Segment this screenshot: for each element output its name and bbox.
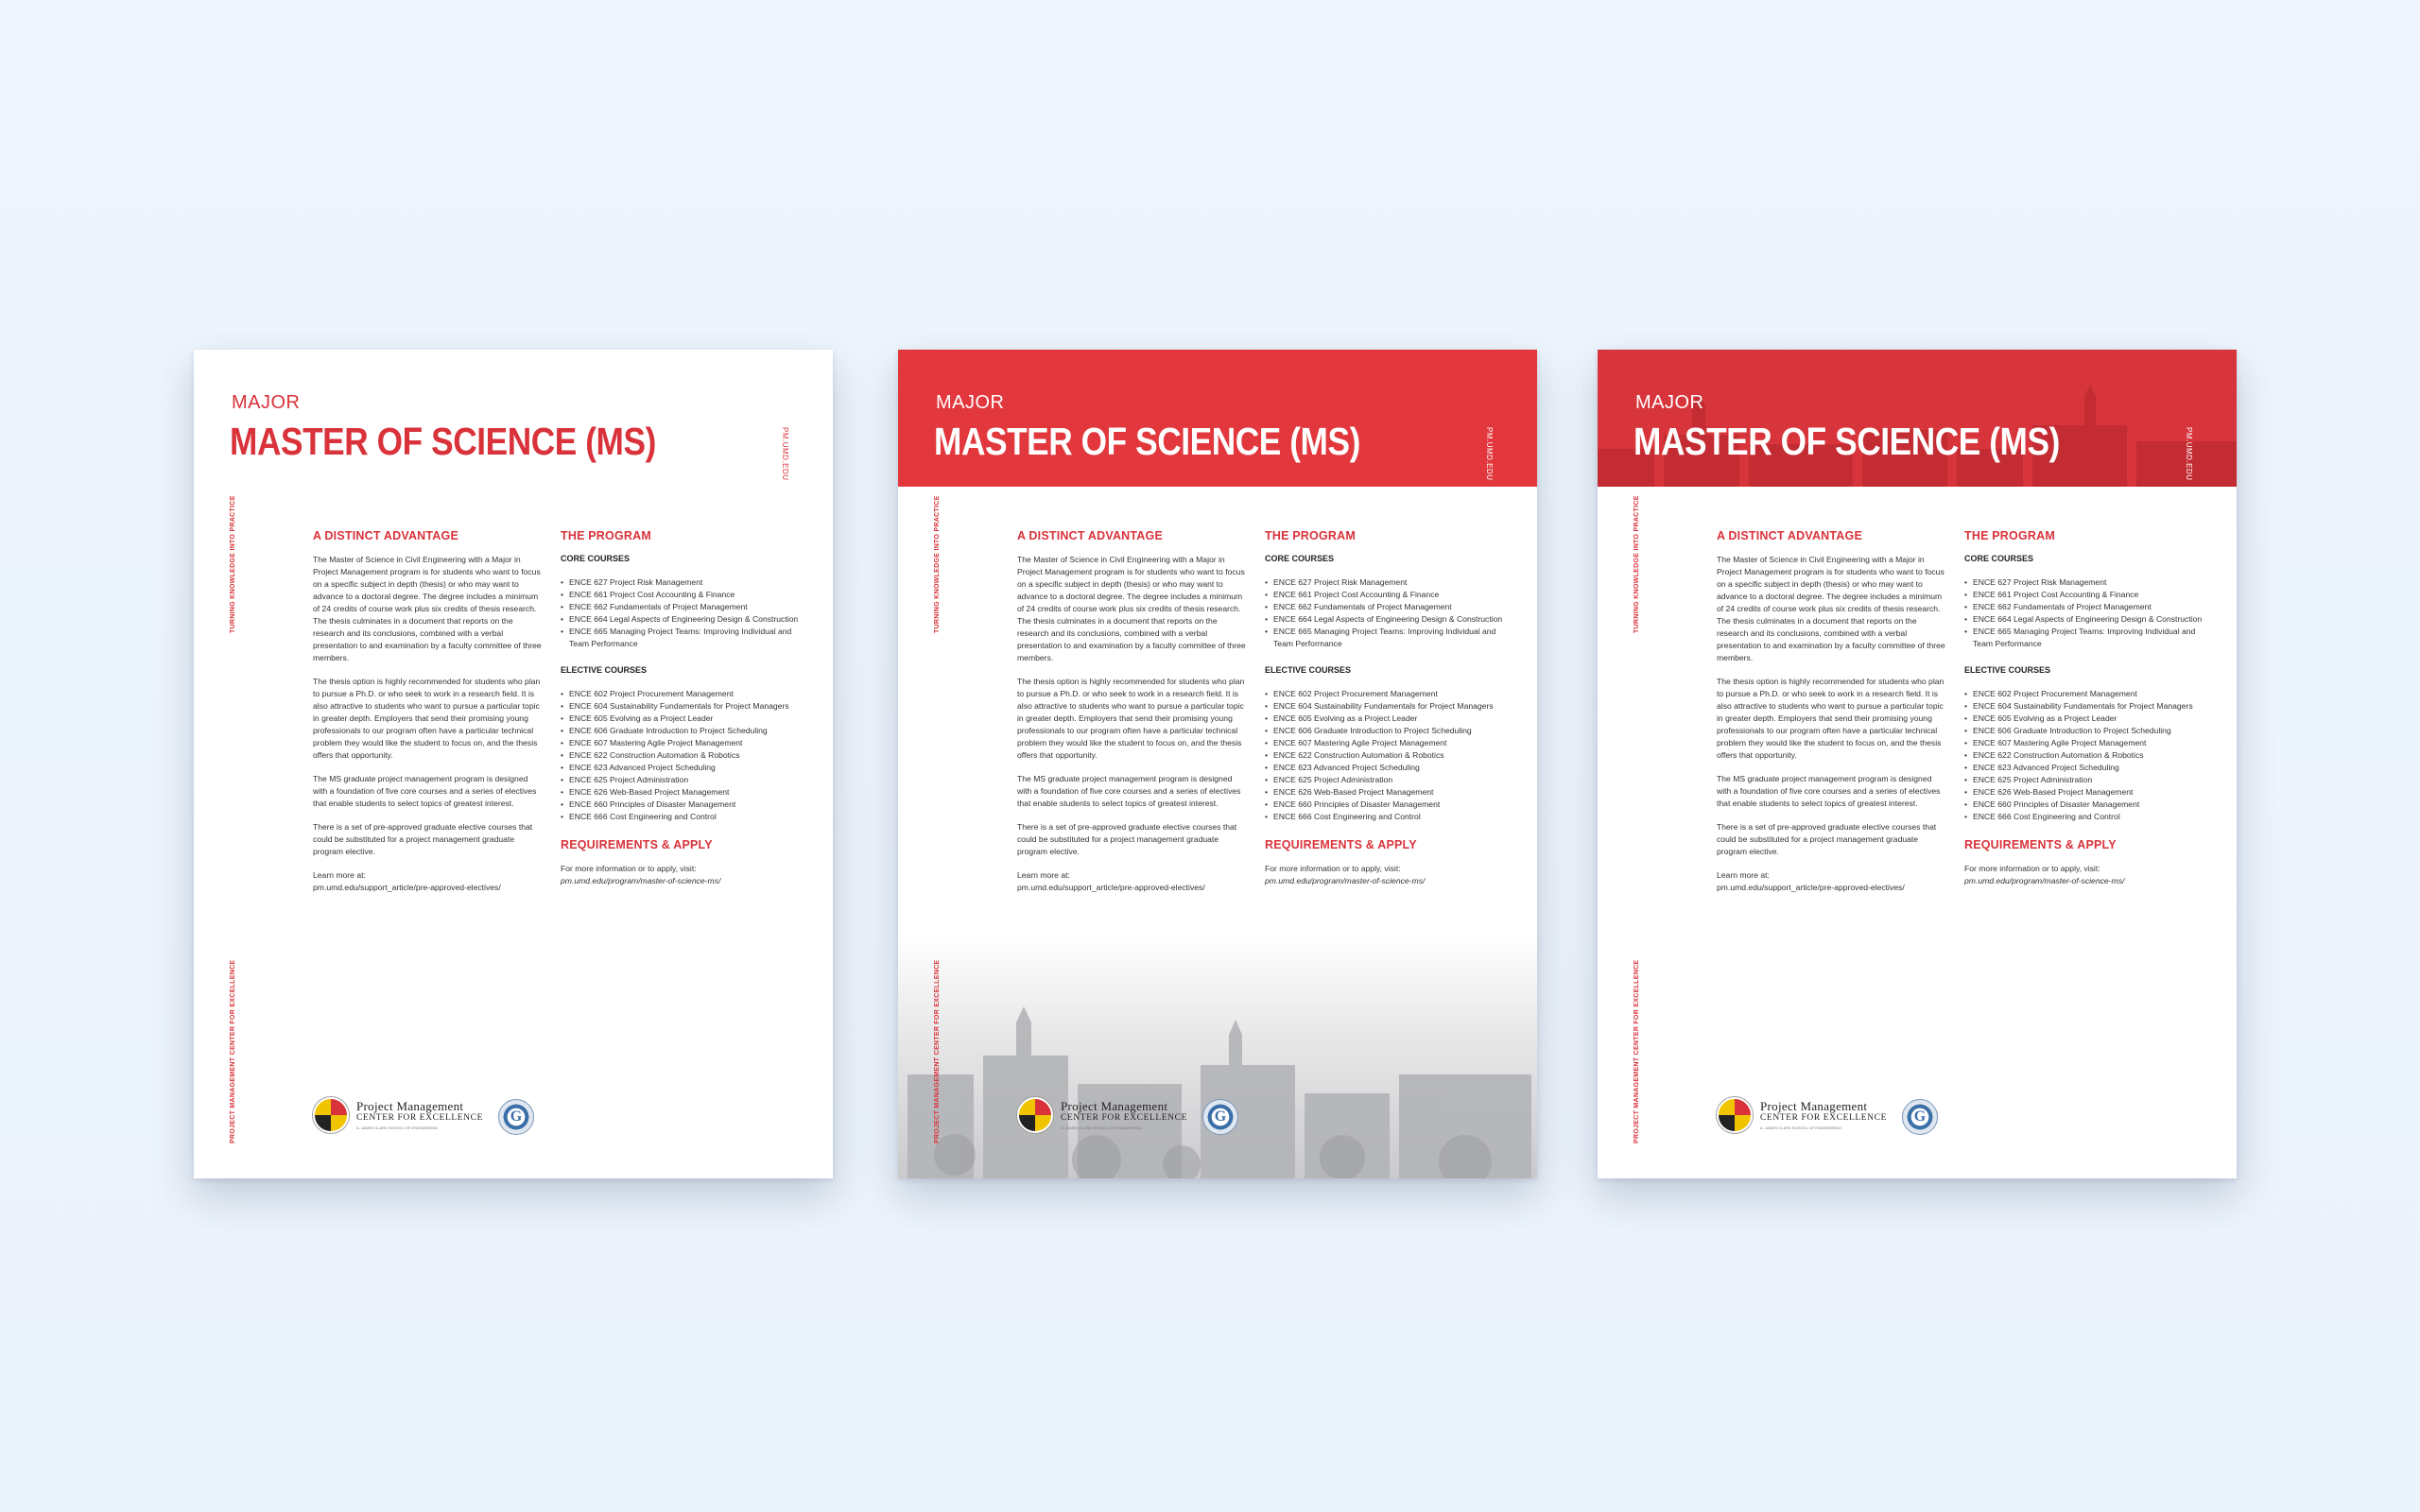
center-logo: [313, 1096, 483, 1134]
list-item: • ENCE 660 Principles of Disaster Management: [1265, 799, 1511, 811]
program-heading: THE PROGRAM: [1265, 529, 1356, 542]
kicker-major: MAJOR: [232, 392, 301, 413]
advantage-column: [1017, 529, 1249, 905]
list-item: • ENCE 605 Evolving as a Project Leader: [1964, 713, 2210, 725]
list-item: • ENCE 660 Principles of Disaster Management: [561, 799, 806, 811]
advantage-heading: A DISTINCT ADVANTAGE: [1017, 529, 1163, 542]
requirements-label: For more information or to apply, visit:: [1265, 864, 1401, 873]
elective-course-list: [561, 688, 806, 823]
list-item: • ENCE 661 Project Cost Accounting & Finance: [1964, 589, 2210, 601]
list-item: • ENCE 625 Project Administration: [561, 774, 806, 786]
advantage-paragraph: The MS graduate project management program is designed with a foundation of five core courses and a series of electives that enable students to select topics of greatest interest.: [1717, 774, 1941, 808]
logo-line-1: Project Management: [1760, 1099, 1868, 1114]
learn-more: [1017, 869, 1249, 894]
core-heading: CORE COURSES: [1265, 554, 1335, 563]
logo-line-2: CENTER FOR EXCELLENCE: [356, 1113, 483, 1124]
learn-more-link[interactable]: pm.umd.edu/support_article/pre-approved-electives/: [313, 883, 501, 892]
advantage-paragraph: The Master of Science in Civil Engineering with a Major in Project Management program is for students who want to focus on a specific subject in depth (thesis) or who may want to advance to a doctoral degree. The degree includes a minimum of 24 credits of course work plus six credits of thesis research. The thesis culminates in a document that reports on the research and its conclusions, combined with a verbal presentation to and examination by a faculty committee of three members.: [1017, 555, 1246, 662]
requirements-text: [561, 863, 806, 887]
flyer-sheet-red-banner-skyline: [1598, 350, 2237, 1178]
elective-heading: ELECTIVE COURSES: [561, 665, 648, 675]
side-center-name: PROJECT MANAGEMENT CENTER FOR EXCELLENCE: [230, 959, 236, 1143]
list-item: • ENCE 626 Web-Based Project Management: [1964, 786, 2210, 799]
list-item: • ENCE 664 Legal Aspects of Engineering Design & Construction: [561, 613, 806, 626]
list-item: • ENCE 665 Managing Project Teams: Improving Individual and Team Performance: [1265, 626, 1511, 650]
core-heading: CORE COURSES: [561, 554, 631, 563]
flyer-title: MASTER OF SCIENCE (MS): [230, 420, 656, 463]
logo-line-3: A. JAMES CLARK SCHOOL OF ENGINEERING: [1061, 1125, 1143, 1130]
red-banner: [1598, 350, 2237, 487]
list-item: • ENCE 662 Fundamentals of Project Management: [561, 601, 806, 613]
side-center-name: PROJECT MANAGEMENT CENTER FOR EXCELLENCE: [934, 959, 941, 1143]
list-item: • ENCE 627 Project Risk Management: [1964, 576, 2210, 589]
learn-more: [313, 869, 544, 894]
elective-heading: ELECTIVE COURSES: [1265, 665, 1352, 675]
requirements-heading: REQUIREMENTS & APPLY: [1964, 838, 2117, 851]
list-item: • ENCE 625 Project Administration: [1265, 774, 1511, 786]
side-tagline: TURNING KNOWLEDGE INTO PRACTICE: [230, 495, 236, 633]
list-item: • ENCE 604 Sustainability Fundamentals for Project Managers: [1964, 700, 2210, 713]
center-logo: [1017, 1096, 1187, 1134]
learn-more-label: Learn more at:: [1717, 870, 1770, 880]
umd-seal-icon: [313, 1097, 349, 1133]
requirements-link[interactable]: pm.umd.edu/program/master-of-science-ms/: [1265, 876, 1426, 885]
partner-emblem-icon: G: [498, 1099, 534, 1135]
advantage-heading: A DISTINCT ADVANTAGE: [1717, 529, 1862, 542]
side-tagline: TURNING KNOWLEDGE INTO PRACTICE: [1634, 495, 1640, 633]
elective-heading: ELECTIVE COURSES: [1964, 665, 2051, 675]
advantage-paragraph: The Master of Science in Civil Engineering with a Major in Project Management program is for students who want to focus on a specific subject in depth (thesis) or who may want to advance to a doctoral degree. The degree includes a minimum of 24 credits of course work plus six credits of thesis research. The thesis culminates in a document that reports on the research and its conclusions, combined with a verbal presentation to and examination by a faculty committee of three members.: [1717, 555, 1945, 662]
list-item: • ENCE 666 Cost Engineering and Control: [1265, 811, 1511, 823]
learn-more-label: Learn more at:: [1017, 870, 1070, 880]
advantage-paragraph: The thesis option is highly recommended for students who plan to pursue a Ph.D. or who seek to work in a research field. It is also attractive to students who want to pursue a particular topic in greater depth. Employers that send their promising young professionals to our program often have a particular technical problem they would like the student to focus on, and the thesis offers that opportunity.: [1017, 677, 1245, 760]
list-item: • ENCE 606 Graduate Introduction to Project Scheduling: [1964, 725, 2210, 737]
logo-line-3: A. JAMES CLARK SCHOOL OF ENGINEERING: [1760, 1125, 1842, 1130]
flyer-title: MASTER OF SCIENCE (MS): [1634, 420, 2060, 463]
requirements-text: [1964, 863, 2210, 887]
list-item: • ENCE 622 Construction Automation & Robotics: [561, 749, 806, 762]
core-course-list: [1964, 576, 2210, 650]
core-heading: CORE COURSES: [1964, 554, 2034, 563]
vertical-url: PM.UMD.EDU: [781, 427, 789, 481]
logo-line-3: A. JAMES CLARK SCHOOL OF ENGINEERING: [356, 1125, 439, 1130]
vertical-url: PM.UMD.EDU: [2185, 427, 2193, 481]
list-item: • ENCE 662 Fundamentals of Project Management: [1964, 601, 2210, 613]
requirements-label: For more information or to apply, visit:: [561, 864, 697, 873]
campus-photo-fade: [898, 933, 1537, 1178]
flyer-sheet-red-banner-photo: [898, 350, 1537, 1178]
list-item: • ENCE 602 Project Procurement Management: [1265, 688, 1511, 700]
side-tagline: TURNING KNOWLEDGE INTO PRACTICE: [934, 495, 941, 633]
kicker-major: MAJOR: [1635, 392, 1704, 413]
learn-more-link[interactable]: pm.umd.edu/support_article/pre-approved-electives/: [1717, 883, 1905, 892]
learn-more-link[interactable]: pm.umd.edu/support_article/pre-approved-electives/: [1017, 883, 1205, 892]
list-item: • ENCE 623 Advanced Project Scheduling: [1964, 762, 2210, 774]
list-item: • ENCE 623 Advanced Project Scheduling: [1265, 762, 1511, 774]
program-heading: THE PROGRAM: [561, 529, 651, 542]
list-item: • ENCE 606 Graduate Introduction to Project Scheduling: [561, 725, 806, 737]
partner-emblem-icon: G: [1902, 1099, 1938, 1135]
list-item: • ENCE 660 Principles of Disaster Management: [1964, 799, 2210, 811]
red-banner: [898, 350, 1537, 487]
elective-course-list: [1265, 688, 1511, 823]
logo-line-1: Project Management: [1061, 1099, 1168, 1114]
core-course-list: [561, 576, 806, 650]
list-item: • ENCE 607 Mastering Agile Project Management: [1265, 737, 1511, 749]
requirements-link[interactable]: pm.umd.edu/program/master-of-science-ms/: [561, 876, 721, 885]
list-item: • ENCE 627 Project Risk Management: [561, 576, 806, 589]
flyer-sheet-white: [194, 350, 833, 1178]
vertical-url: PM.UMD.EDU: [1485, 427, 1494, 481]
program-heading: THE PROGRAM: [1964, 529, 2055, 542]
partner-emblem-icon: G: [1202, 1099, 1238, 1135]
requirements-heading: REQUIREMENTS & APPLY: [1265, 838, 1417, 851]
learn-more: [1717, 869, 1948, 894]
list-item: • ENCE 664 Legal Aspects of Engineering Design & Construction: [1265, 613, 1511, 626]
elective-course-list: [1964, 688, 2210, 823]
logo-line-2: CENTER FOR EXCELLENCE: [1760, 1113, 1887, 1124]
list-item: • ENCE 664 Legal Aspects of Engineering Design & Construction: [1964, 613, 2210, 626]
list-item: • ENCE 626 Web-Based Project Management: [561, 786, 806, 799]
list-item: • ENCE 661 Project Cost Accounting & Finance: [561, 589, 806, 601]
advantage-paragraph: The thesis option is highly recommended for students who plan to pursue a Ph.D. or who seek to work in a research field. It is also attractive to students who want to pursue a particular topic in greater depth. Employers that send their promising young professionals to our program often have a particular technical problem they would like the student to focus on, and the thesis offers that opportunity.: [1717, 677, 1945, 760]
logo-line-2: CENTER FOR EXCELLENCE: [1061, 1113, 1187, 1124]
list-item: • ENCE 604 Sustainability Fundamentals for Project Managers: [561, 700, 806, 713]
advantage-paragraph: There is a set of pre-approved graduate elective courses that could be substituted for a project management graduate program elective.: [1717, 822, 1937, 856]
list-item: • ENCE 605 Evolving as a Project Leader: [561, 713, 806, 725]
list-item: • ENCE 622 Construction Automation & Robotics: [1964, 749, 2210, 762]
list-item: • ENCE 607 Mastering Agile Project Management: [1964, 737, 2210, 749]
list-item: • ENCE 606 Graduate Introduction to Project Scheduling: [1265, 725, 1511, 737]
advantage-paragraph: The MS graduate project management program is designed with a foundation of five core courses and a series of electives that enable students to select topics of greatest interest.: [1017, 774, 1241, 808]
list-item: • ENCE 627 Project Risk Management: [1265, 576, 1511, 589]
list-item: • ENCE 661 Project Cost Accounting & Finance: [1265, 589, 1511, 601]
advantage-column: [313, 529, 544, 905]
kicker-major: MAJOR: [936, 392, 1005, 413]
umd-seal-icon: [1717, 1097, 1753, 1133]
list-item: • ENCE 605 Evolving as a Project Leader: [1265, 713, 1511, 725]
learn-more-label: Learn more at:: [313, 870, 366, 880]
umd-seal-icon: [1017, 1097, 1053, 1133]
list-item: • ENCE 666 Cost Engineering and Control: [561, 811, 806, 823]
list-item: • ENCE 602 Project Procurement Management: [561, 688, 806, 700]
program-column: [1265, 529, 1511, 899]
list-item: • ENCE 666 Cost Engineering and Control: [1964, 811, 2210, 823]
requirements-heading: REQUIREMENTS & APPLY: [561, 838, 713, 851]
advantage-paragraph: There is a set of pre-approved graduate elective courses that could be substituted for a project management graduate program elective.: [313, 822, 533, 856]
advantage-paragraph: The MS graduate project management program is designed with a foundation of five core courses and a series of electives that enable students to select topics of greatest interest.: [313, 774, 537, 808]
requirements-text: [1265, 863, 1511, 887]
advantage-heading: A DISTINCT ADVANTAGE: [313, 529, 458, 542]
center-logo: [1717, 1096, 1887, 1134]
flyer-title: MASTER OF SCIENCE (MS): [934, 420, 1360, 463]
advantage-paragraph: The thesis option is highly recommended for students who plan to pursue a Ph.D. or who seek to work in a research field. It is also attractive to students who want to pursue a particular topic in greater depth. Employers that send their promising young professionals to our program often have a particular technical problem they would like the student to focus on, and the thesis offers that opportunity.: [313, 677, 541, 760]
list-item: • ENCE 662 Fundamentals of Project Management: [1265, 601, 1511, 613]
core-course-list: [1265, 576, 1511, 650]
advantage-paragraph: The Master of Science in Civil Engineering with a Major in Project Management program is for students who want to focus on a specific subject in depth (thesis) or who may want to advance to a doctoral degree. The degree includes a minimum of 24 credits of course work plus six credits of thesis research. The thesis culminates in a document that reports on the research and its conclusions, combined with a verbal presentation to and examination by a faculty committee of three members.: [313, 555, 542, 662]
list-item: • ENCE 607 Mastering Agile Project Management: [561, 737, 806, 749]
logo-line-1: Project Management: [356, 1099, 464, 1114]
program-column: [561, 529, 806, 899]
list-item: • ENCE 625 Project Administration: [1964, 774, 2210, 786]
list-item: • ENCE 622 Construction Automation & Robotics: [1265, 749, 1511, 762]
advantage-paragraph: There is a set of pre-approved graduate elective courses that could be substituted for a project management graduate program elective.: [1017, 822, 1237, 856]
requirements-label: For more information or to apply, visit:: [1964, 864, 2100, 873]
requirements-link[interactable]: pm.umd.edu/program/master-of-science-ms/: [1964, 876, 2125, 885]
list-item: • ENCE 623 Advanced Project Scheduling: [561, 762, 806, 774]
list-item: • ENCE 604 Sustainability Fundamentals for Project Managers: [1265, 700, 1511, 713]
list-item: • ENCE 665 Managing Project Teams: Improving Individual and Team Performance: [561, 626, 806, 650]
list-item: • ENCE 626 Web-Based Project Management: [1265, 786, 1511, 799]
list-item: • ENCE 602 Project Procurement Management: [1964, 688, 2210, 700]
list-item: • ENCE 665 Managing Project Teams: Improving Individual and Team Performance: [1964, 626, 2210, 650]
program-column: [1964, 529, 2210, 899]
side-center-name: PROJECT MANAGEMENT CENTER FOR EXCELLENCE: [1634, 959, 1640, 1143]
advantage-column: [1717, 529, 1948, 905]
